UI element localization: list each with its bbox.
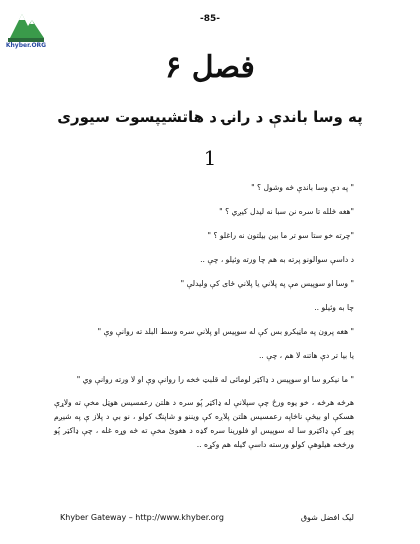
body-paragraph: هرڅه هرڅه ، خو يوه ورځ چې سپلانې له ډاکټر پُو سره د هلتن رعمسيس هوټل مخې ته ولاړې هسکې او بيځې ناڅاپه رعمسيس هلتن پلاږه کې ويننو و شاپنګ کولو ، نو بي د پلاز ې په شيږم پوړ کې ډاکټرو سا له سوپيس او فلورينا سره ګډه د هغوئ مخې ته څه وړه غله ، چې ډاکټر پُو ورڅخه هيلوهې کولو ورسته داسې ګيله هم وکړه .. bbox=[54, 398, 354, 449]
text-line: " په دې وسا باندې څه وشول ؟ " bbox=[251, 183, 354, 192]
text-line: چا به وئيلو .. bbox=[314, 303, 354, 312]
text-line: يا بيا تر دې هاتنه لا هم ، چې .. bbox=[259, 351, 354, 360]
chapter-subtitle: په وسا باندې د رانۍ د هاتشيپسوت سيورى bbox=[57, 108, 363, 126]
text-line: د داسې سوالونو پرته به هم چا ورته وئيلو ، چې .. bbox=[200, 255, 354, 264]
text-line: "چرته خو ستا سو تر ما بين بيلتون نه راغلو ؟ " bbox=[207, 231, 354, 240]
text-line: "هغه څلله تا سره نن سبا نه ليدل کيږي ؟ " bbox=[219, 207, 354, 216]
footer-site-link[interactable]: Khyber Gateway – http://www.khyber.org bbox=[60, 513, 224, 522]
text-line: " وسا او سوپيس مې په پلاني يا پلاني ځاى کې وليدلې " bbox=[180, 279, 354, 288]
mountain-logo-icon bbox=[6, 4, 46, 44]
chapter-title: فصل ۶ bbox=[165, 50, 255, 85]
page-number: -85- bbox=[200, 14, 220, 24]
text-line: " هغه پرون په ماڼيکرو بس کې له سوپيس او پلاني سره وسط البلد ته روانې وې " bbox=[97, 327, 354, 336]
text-line: " ما نيکرو سا او سوپيس د ډاکټر لومائى له قلبټ څخه را روانې وې او لا ورته روانې وي " bbox=[76, 375, 354, 384]
body-text bbox=[54, 176, 354, 452]
footer-author: ليک افضل شوق bbox=[300, 513, 354, 522]
section-number: 1 bbox=[203, 146, 217, 170]
logo-text: Khyber.ORG bbox=[5, 42, 47, 49]
